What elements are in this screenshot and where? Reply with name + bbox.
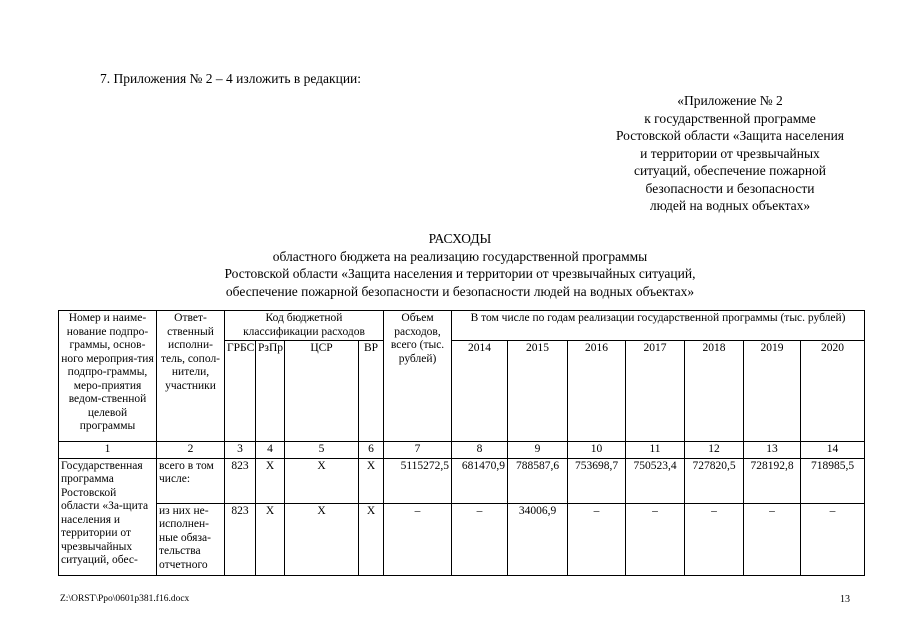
document-title xyxy=(150,230,770,300)
column-number: 4 xyxy=(256,442,285,459)
column-number: 8 xyxy=(452,442,508,459)
header-year: 2016 xyxy=(568,341,626,442)
year-value-cell: 34006,9 xyxy=(508,503,568,575)
header-year: 2014 xyxy=(452,341,508,442)
header-year: 2017 xyxy=(626,341,685,442)
appendix-line: безопасности и безопасности xyxy=(645,180,815,196)
total-cell: – xyxy=(384,503,452,575)
appendix-line: людей на водных объектах» xyxy=(649,198,811,213)
total-cell: 5115272,5 xyxy=(384,458,452,503)
rzpr-cell: Х xyxy=(256,458,285,503)
page-number: 13 xyxy=(840,594,850,605)
header-years: В том числе по годам реализации государственной программы (тыс. рублей) xyxy=(452,311,865,341)
header-volume: Объем расходов, всего (тыс. рублей) xyxy=(384,311,452,442)
title-line: РАСХОДЫ xyxy=(428,231,492,246)
header-year: 2018 xyxy=(685,341,744,442)
column-number-row xyxy=(59,442,865,459)
header-grbs: ГРБС xyxy=(225,341,256,442)
column-number: 12 xyxy=(685,442,744,459)
header-csr: ЦСР xyxy=(285,341,359,442)
appendix-caption xyxy=(590,92,870,215)
column-number: 9 xyxy=(508,442,568,459)
title-line: Ростовской области «Защита населения и территории от чрезвычайных ситуаций, xyxy=(224,266,696,281)
grbs-cell: 823 xyxy=(225,458,256,503)
header-year: 2019 xyxy=(744,341,801,442)
year-value-cell: 753698,7 xyxy=(568,458,626,503)
csr-cell: Х xyxy=(285,458,359,503)
expenses-table xyxy=(58,310,865,576)
csr-cell: Х xyxy=(285,503,359,575)
header-rzpr: РзПр xyxy=(256,341,285,442)
header-name: Номер и наиме-нование подпро-граммы, основ-ного мероприя-тия подпро-граммы, меро-приятия ведом-ственной целевой программы xyxy=(59,311,157,442)
header-budget-code: Код бюджетной классификации расходов xyxy=(225,311,384,341)
column-number: 11 xyxy=(626,442,685,459)
header-row xyxy=(59,311,865,341)
header-year: 2020 xyxy=(801,341,865,442)
title-line: обеспечение пожарной безопасности и безопасности людей на водных объектах» xyxy=(225,283,695,299)
column-number: 14 xyxy=(801,442,865,459)
year-value-cell: – xyxy=(801,503,865,575)
year-value-cell: – xyxy=(744,503,801,575)
intro-text: 7. Приложения № 2 – 4 изложить в редакции: xyxy=(100,71,362,86)
footer-file-path: Z:\ORST\Ppo\0601p381.f16.docx xyxy=(60,594,190,604)
column-number: 13 xyxy=(744,442,801,459)
rzpr-cell: Х xyxy=(256,503,285,575)
year-value-cell: 718985,5 xyxy=(801,458,865,503)
responsible-cell: из них не-исполнен-ные обяза-тельства отчетного xyxy=(157,503,225,575)
appendix-line: и территории от чрезвычайных xyxy=(640,145,820,161)
column-number: 5 xyxy=(285,442,359,459)
year-value-cell: 788587,6 xyxy=(508,458,568,503)
header-year: 2015 xyxy=(508,341,568,442)
responsible-cell: всего в том числе: xyxy=(157,458,225,503)
year-value-cell: – xyxy=(626,503,685,575)
column-number: 1 xyxy=(59,442,157,459)
year-value-cell: 728192,8 xyxy=(744,458,801,503)
year-value-cell: 727820,5 xyxy=(685,458,744,503)
header-responsible: Ответ-ственный исполни-тель, сопол-нители, участники xyxy=(157,311,225,442)
column-number: 2 xyxy=(157,442,225,459)
vr-cell: Х xyxy=(359,458,384,503)
appendix-line: Ростовской области «Защита населения xyxy=(615,128,845,143)
year-value-cell: 681470,9 xyxy=(452,458,508,503)
appendix-line: ситуаций, обеспечение пожарной xyxy=(633,163,827,178)
column-number: 7 xyxy=(384,442,452,459)
table-row xyxy=(59,458,865,503)
header-vr: ВР xyxy=(359,341,384,442)
column-number: 6 xyxy=(359,442,384,459)
program-name: Государственная программа Ростовской области «За-щита населения и территории от чрезвычайных ситуаций, обес- xyxy=(59,458,157,575)
appendix-line: «Приложение № 2 xyxy=(677,93,783,108)
year-value-cell: – xyxy=(568,503,626,575)
year-value-cell: – xyxy=(685,503,744,575)
column-number: 10 xyxy=(568,442,626,459)
year-value-cell: 750523,4 xyxy=(626,458,685,503)
year-value-cell: – xyxy=(452,503,508,575)
appendix-line: к государственной программе xyxy=(644,110,816,126)
table-row xyxy=(59,503,865,575)
vr-cell: Х xyxy=(359,503,384,575)
column-number: 3 xyxy=(225,442,256,459)
title-line: областного бюджета на реализацию государственной программы xyxy=(272,248,648,264)
grbs-cell: 823 xyxy=(225,503,256,575)
